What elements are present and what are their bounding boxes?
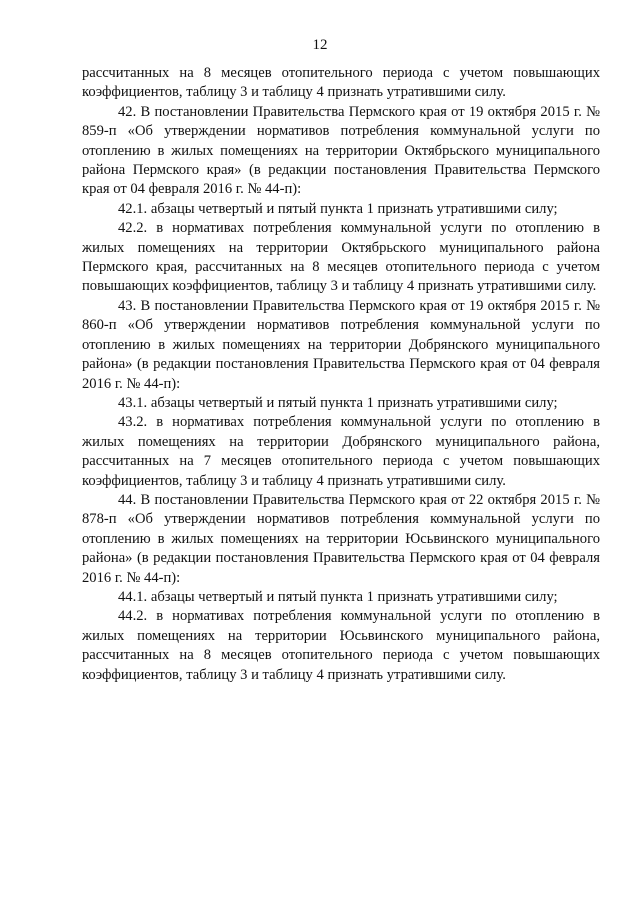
paragraph-42: 42. В постановлении Правительства Пермского края от 19 октября 2015 г. № 859-п «Об утверждении нормативов потребления коммунальной услуги по отоплению в жилых помещениях на территории Октябрьского муниципального района Пермского края» (в редакции постановления Правительства Пермского края от 04 февраля 2016 г. № 44-п): [82, 103, 600, 198]
paragraph-44-2: 44.2. в нормативах потребления коммунальной услуги по отоплению в жилых помещениях на территории Юсьвинского муниципального района, рассчитанных на 8 месяцев отопительного периода с учетом повышающих коэффициентов, таблицу 3 и таблицу 4 признать утратившими силу. [82, 608, 600, 683]
paragraph-44-1: 44.1. абзацы четвертый и пятый пункта 1 признать утратившими силу; [118, 588, 558, 605]
paragraph-43-2: 43.2. в нормативах потребления коммунальной услуги по отоплению в жилых помещениях на территории Добрянского муниципального района, рассчитанных на 7 месяцев отопительного периода с учетом повышающих коэффициентов, таблицу 3 и таблицу 4 признать утратившими силу. [82, 414, 600, 489]
paragraph-42-2: 42.2. в нормативах потребления коммунальной услуги по отоплению в жилых помещениях на территории Октябрьского муниципального района Пермского края, рассчитанных на 8 месяцев отопительного периода с учетом повышающих коэффициентов, таблицу 3 и таблицу 4 признать утратившими силу. [82, 220, 600, 295]
paragraph-44: 44. В постановлении Правительства Пермского края от 22 октября 2015 г. № 878-п «Об утверждении нормативов потребления коммунальной услуги по отоплению в жилых помещениях на территории Юсьвинского муниципального района» (в редакции постановления Правительства Пермского края от 04 февраля 2016 г. № 44-п): [82, 491, 600, 586]
paragraph-42-1: 42.1. абзацы четвертый и пятый пункта 1 признать утратившими силу; [118, 200, 558, 217]
paragraph-41-continuation: рассчитанных на 8 месяцев отопительного периода с учетом повышающих коэффициентов, таблицу 3 и таблицу 4 признать утратившими силу. [82, 65, 600, 101]
paragraph-43: 43. В постановлении Правительства Пермского края от 19 октября 2015 г. № 860-п «Об утверждении нормативов потребления коммунальной услуги по отоплению в жилых помещениях на территории Добрянского муниципального района» (в редакции постановления Правительства Пермского края от 04 февраля 2016 г. № 44-п): [82, 297, 600, 392]
document-body [82, 64, 600, 685]
page-number: 12 [312, 37, 328, 53]
paragraph-43-1: 43.1. абзацы четвертый и пятый пункта 1 признать утратившими силу; [118, 394, 558, 411]
